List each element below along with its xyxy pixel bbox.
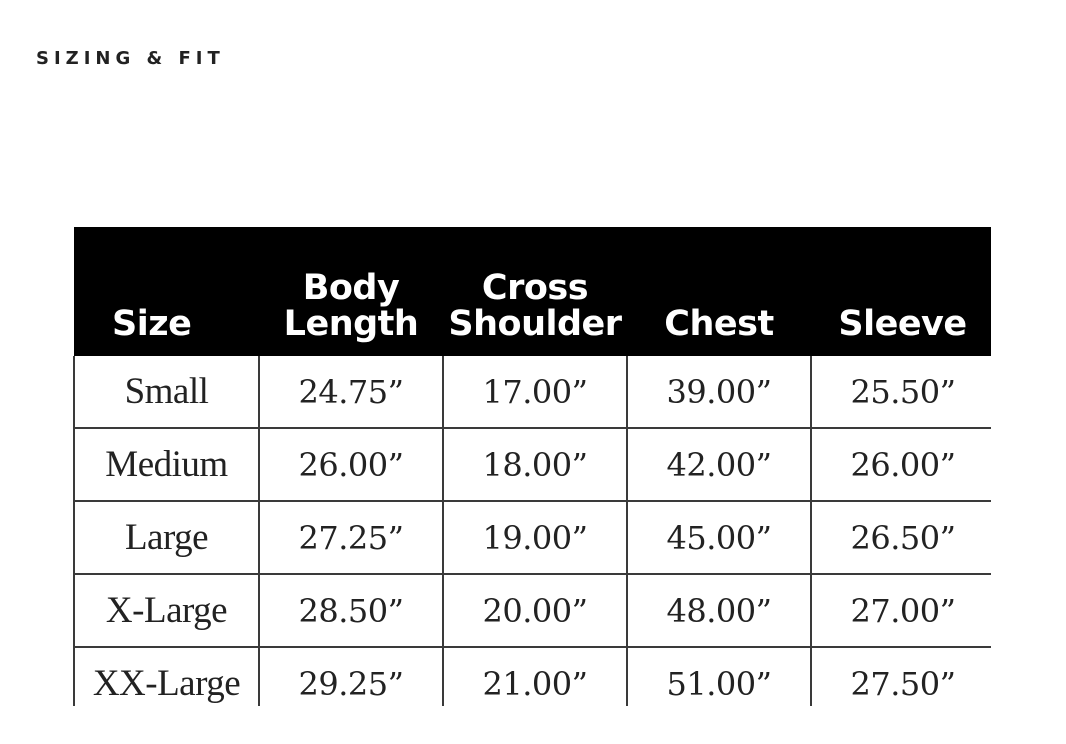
- cross-shoulder-cell: 20.00”: [443, 574, 627, 647]
- header-chest: [627, 227, 811, 356]
- chest-cell: 45.00”: [627, 501, 811, 574]
- size-cell: X-Large: [74, 574, 259, 647]
- size-chart-image: [73, 227, 991, 706]
- sleeve-cell: 26.50”: [811, 501, 991, 574]
- header-cross-shoulder-line1: Cross: [481, 268, 589, 308]
- chest-cell: 48.00”: [627, 574, 811, 647]
- body-length-cell: 27.25”: [259, 501, 443, 574]
- cross-shoulder-cell: 19.00”: [443, 501, 627, 574]
- header-sleeve: [811, 227, 991, 356]
- size-cell: XX-Large: [74, 647, 259, 706]
- header-body-length: [259, 227, 443, 356]
- header-cross-shoulder-line2: Shoulder: [448, 304, 622, 344]
- sleeve-cell: 25.50”: [811, 356, 991, 428]
- header-body-length-line1: Body: [302, 268, 400, 308]
- body-length-cell: 26.00”: [259, 428, 443, 501]
- header-size: [74, 227, 259, 356]
- chest-cell: 42.00”: [627, 428, 811, 501]
- sleeve-cell: 27.50”: [811, 647, 991, 706]
- header-cross-shoulder: [443, 227, 627, 356]
- section-title: SIZING & FIT: [36, 48, 225, 69]
- body-length-cell: 29.25”: [259, 647, 443, 706]
- sleeve-cell: 27.00”: [811, 574, 991, 647]
- body-length-cell: 24.75”: [259, 356, 443, 428]
- header-chest-label: Chest: [664, 304, 774, 344]
- size-cell: Medium: [74, 428, 259, 501]
- table-row: [74, 574, 991, 647]
- cross-shoulder-cell: 21.00”: [443, 647, 627, 706]
- header-size-label: Size: [112, 304, 192, 344]
- chest-cell: 51.00”: [627, 647, 811, 706]
- sleeve-cell: 26.00”: [811, 428, 991, 501]
- header-sleeve-label: Sleeve: [838, 304, 967, 344]
- body-length-cell: 28.50”: [259, 574, 443, 647]
- size-chart-table: [73, 227, 991, 706]
- table-row: [74, 501, 991, 574]
- table-row: [74, 647, 991, 706]
- table-row: [74, 356, 991, 428]
- chest-cell: 39.00”: [627, 356, 811, 428]
- cross-shoulder-cell: 18.00”: [443, 428, 627, 501]
- size-cell: Small: [74, 356, 259, 428]
- cross-shoulder-cell: 17.00”: [443, 356, 627, 428]
- table-row: [74, 428, 991, 501]
- size-cell: Large: [74, 501, 259, 574]
- header-body-length-line2: Length: [283, 304, 419, 344]
- header-row: [74, 227, 991, 356]
